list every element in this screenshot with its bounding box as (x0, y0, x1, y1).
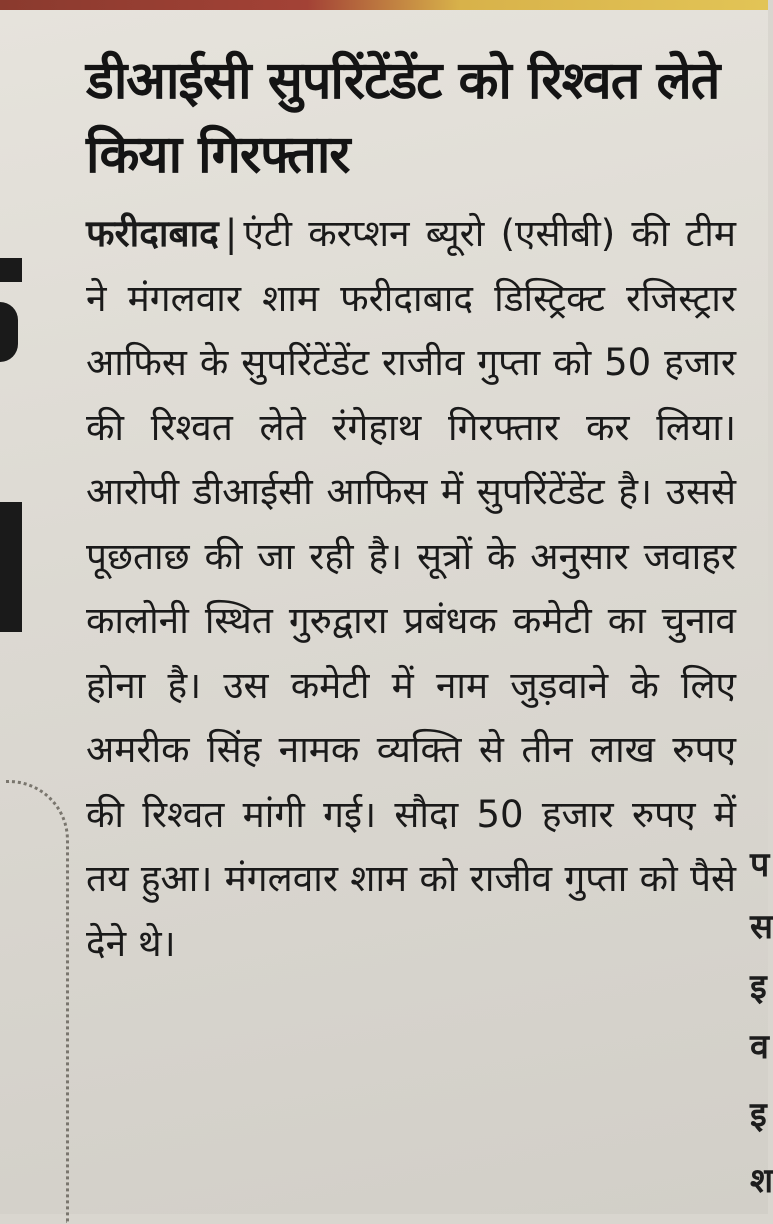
dotted-border-rule (6, 780, 69, 1223)
article-body-text: एंटी करप्शन ब्यूरो (एसीबी) की टीम ने मंगलवार शाम फरीदाबाद डिस्ट्रिक्ट रजिस्ट्रार आफिस के सुपरिंटेंडेंट राजीव गुप्ता को 50 हजार की रिश्वत लेते रंगेहाथ गिरफ्तार कर लिया। आरोपी डीआईसी आफिस में सुपरिंटेंडेंट है। उससे पूछताछ की जा रही है। सूत्रों के अनुसार जवाहर कालोनी स्थित गुरुद्वारा प्रबंधक कमेटी का चुनाव होना है। उस कमेटी में नाम जुड़वाने के लिए अमरीक सिंह नामक व्यक्ति से तीन लाख रुपए की रिश्वत मांगी गई। सौदा 50 हजार रुपए में तय हुआ। मंगलवार शाम को राजीव गुप्ता को पैसे देने थे। (86, 212, 736, 965)
adjacent-column-char: इ (750, 1095, 767, 1135)
adjacent-column-fragments (742, 840, 773, 1224)
article-headline: डीआईसी सुपरिंटेंडेंट को रिश्वत लेते किया गिरफ्तार (86, 51, 720, 185)
left-column-fragment (0, 302, 18, 362)
article-dateline: फरीदाबाद (86, 212, 219, 255)
left-column-fragment (0, 258, 22, 282)
adjacent-column-char: व (750, 1027, 769, 1067)
adjacent-column-char: इ (750, 967, 767, 1007)
adjacent-column-char: प (750, 845, 770, 885)
adjacent-column-char: श (750, 1161, 773, 1201)
dateline-separator: | (224, 212, 238, 255)
left-column-fragment (0, 502, 22, 632)
news-article (86, 44, 736, 976)
adjacent-column-char: स (750, 907, 773, 947)
article-body (86, 202, 736, 976)
